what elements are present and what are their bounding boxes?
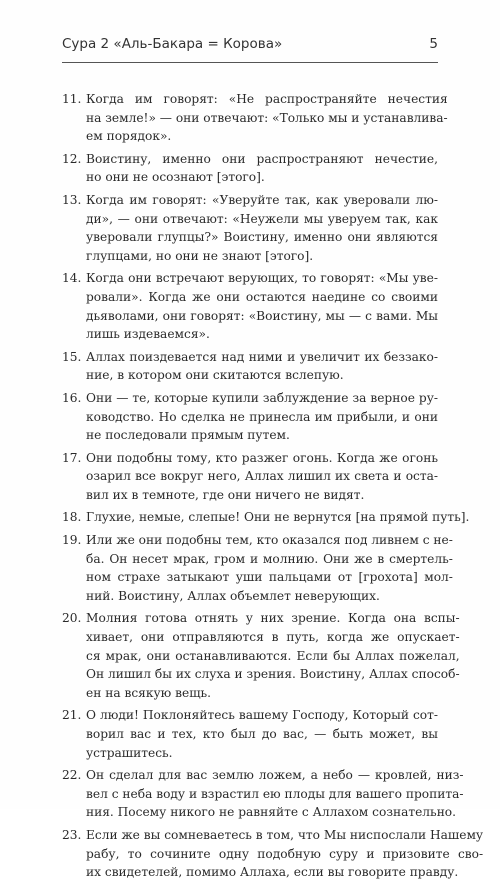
verse-line: Или же они подобны тем, кто оказался под ливнем с не-: [86, 533, 453, 548]
verse: [62, 609, 460, 702]
verse-line: Воистину, именно они распространяют нечестие,: [86, 151, 438, 166]
verse-line: лишь издеваемся».: [86, 327, 210, 342]
verse-line: ен на всякую вещь.: [86, 685, 212, 700]
verse-line: Они — те, которые купили заблуждение за верное ру-: [86, 390, 438, 405]
header-rule: [62, 62, 438, 63]
verse-number: 14.: [62, 271, 82, 286]
verse-line: озарил все вокруг него, Аллах лишил их света и оста-: [86, 469, 438, 484]
verse-line: Они подобны тому, кто разжег огонь. Когда же огонь: [86, 450, 438, 465]
verse-number: 23.: [62, 827, 82, 842]
verse-text: [86, 531, 453, 605]
verse-line: Если же вы сомневаетесь в том, что Мы ниспослали Нашему: [86, 827, 484, 842]
verse-number: 16.: [62, 390, 82, 405]
verse-line: Когда им говорят: «Уверуйте так, как уверовали лю-: [86, 192, 438, 207]
verse-line: ворил вас и тех, кто был до вас, — быть может, вы: [86, 727, 438, 741]
verse-number: 11.: [62, 92, 82, 106]
verse-number: 13.: [62, 192, 82, 207]
verse-number: 12.: [62, 151, 82, 166]
verse-text: [86, 90, 448, 146]
verse: [62, 826, 484, 882]
verse-line: но они не осознают [этого].: [86, 170, 265, 185]
verse-number: 15.: [62, 349, 82, 364]
page-number: 5: [429, 36, 438, 52]
verse-line: О люди! Поклоняйтесь вашему Господу, Который сот-: [86, 708, 438, 723]
verse-line: ний. Воистину, Аллах объемлет неверующих.: [86, 588, 380, 603]
verse-text: [86, 389, 438, 445]
verse-line: не последовали прямым путем.: [86, 428, 290, 443]
surah-title: Сура 2 «Аль-Бакара = Корова»: [62, 36, 283, 52]
verse-line: дьяволами, они говорят: «Воистину, мы — с вами. Мы: [86, 308, 438, 323]
verse-line: ние, в котором они скитаются вслепую.: [86, 368, 344, 383]
verse-line: Он сделал для вас землю ложем, а небо — кровлей, низ-: [86, 768, 464, 783]
verse-number: 22.: [62, 768, 82, 783]
verse-list: [62, 90, 484, 886]
running-header: [62, 36, 438, 56]
verse-number: 17.: [62, 450, 82, 465]
verse-text: [86, 449, 438, 505]
verse-text: [86, 766, 464, 822]
verse-line: глупцами, но они не знают [этого].: [86, 248, 314, 263]
verse-number: 20.: [62, 611, 82, 626]
verse-text: [86, 609, 460, 702]
verse-line: ба. Он несет мрак, гром и молнию. Они же в смертель-: [86, 551, 453, 566]
verse-line: уверовали глупцы?» Воистину, именно они являются: [86, 230, 438, 245]
verse: [62, 90, 448, 146]
verse-line: ровали». Когда же они остаются наедине со своими: [86, 289, 438, 304]
verse: [62, 706, 438, 762]
verse-text: [86, 508, 469, 527]
verse-number: 21.: [62, 708, 82, 723]
verse-line: рабу, то сочините одну подобную суру и призовите сво-: [86, 846, 484, 861]
verse-line: ном страхе затыкают уши пальцами от [грохота] мол-: [86, 570, 453, 585]
verse-line: ди», — они отвечают: «Неужели мы уверуем так, как: [86, 211, 438, 226]
verse-number: 18.: [62, 510, 82, 525]
verse-line: ния. Посему никого не равняйте с Аллахом сознательно.: [86, 805, 457, 820]
verse-text: [86, 826, 483, 882]
verse: [62, 508, 470, 527]
verse-line: Глухие, немые, слепые! Они не вернутся [на прямой путь].: [86, 510, 470, 525]
verse-line: Аллах поиздевается над ними и увеличит их беззако-: [86, 349, 438, 364]
verse-line: вил их в темноте, где они ничего не видят.: [86, 487, 365, 502]
verse-line: ся мрак, они останавливаются. Если бы Аллах пожелал,: [86, 648, 460, 663]
verse-text: [86, 348, 438, 385]
verse-line: Он лишил бы их слуха и зрения. Воистину, Аллах способ-: [86, 667, 460, 682]
verse: [62, 389, 438, 445]
verse-line: устрашитесь.: [86, 745, 173, 760]
verse: [62, 766, 464, 822]
verse-line: хивает, они отправляются в путь, когда же опускает-: [86, 630, 460, 645]
verse-line: Когда им говорят: «Не распространяйте нечестия: [86, 92, 448, 106]
verse: [62, 531, 453, 605]
verse-text: [86, 706, 438, 762]
verse: [62, 150, 438, 187]
verse-line: вел с неба воду и взрастил ею плоды для вашего пропита-: [86, 786, 464, 801]
verse-line: Молния готова отнять у них зрение. Когда она вспы-: [86, 611, 460, 626]
verse: [62, 449, 438, 505]
verse-line: на земле!» — они отвечают: «Только мы и устанавлива-: [86, 110, 448, 125]
verse: [62, 191, 438, 265]
verse-line: Когда они встречают верующих, то говорят: «Мы уве-: [86, 271, 438, 286]
verse-number: 19.: [62, 533, 82, 548]
verse-text: [86, 269, 438, 343]
verse-text: [86, 191, 438, 265]
verse-text: [86, 150, 438, 187]
verse-line: ководство. Но сделка не принесла им прибыли, и они: [86, 409, 438, 424]
verse-line: их свидетелей, помимо Аллаха, если вы говорите правду.: [86, 865, 459, 880]
verse: [62, 348, 438, 385]
verse: [62, 269, 438, 343]
verse-line: ем порядок».: [86, 129, 172, 144]
